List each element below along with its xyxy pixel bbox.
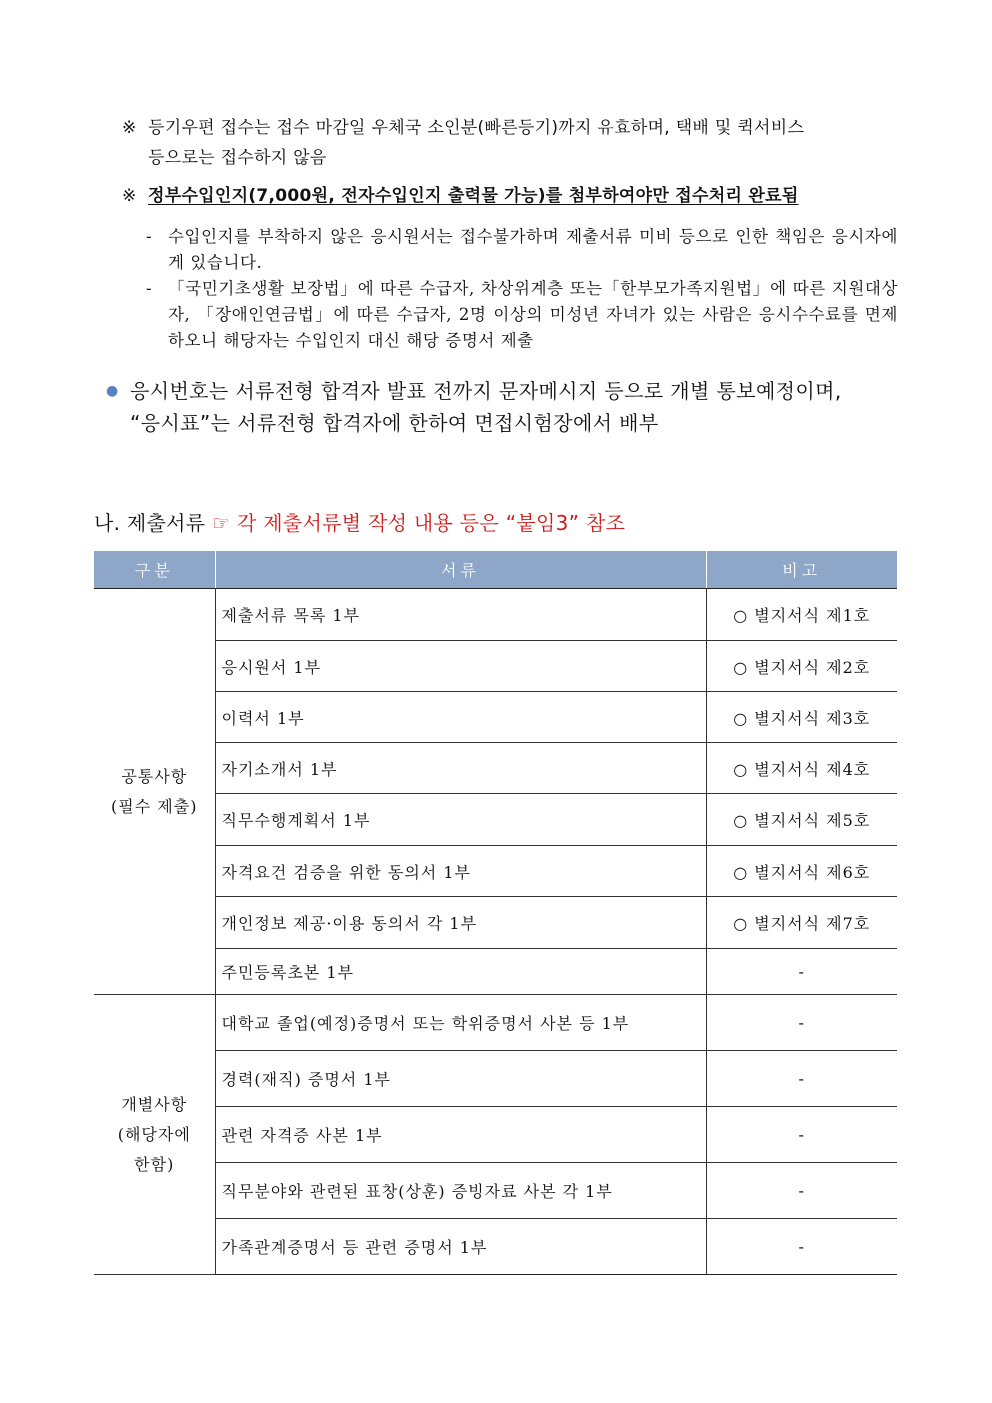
table-row — [94, 846, 897, 897]
remarks-cell: ○ 별지서식 제4호 — [706, 743, 897, 794]
remarks-cell: ○ 별지서식 제1호 — [706, 589, 897, 641]
document-cell: 제출서류 목록 1부 — [215, 589, 706, 641]
table-row — [94, 589, 897, 641]
header-remarks: 비고 — [706, 551, 897, 589]
remarks-cell: ○ 별지서식 제3호 — [706, 692, 897, 743]
remarks-cell: - — [706, 1219, 897, 1275]
table-row — [94, 897, 897, 949]
documents-table — [94, 551, 897, 1275]
revenue-stamp-note — [122, 181, 902, 211]
remarks-cell: - — [706, 949, 897, 995]
remarks-cell: ○ 별지서식 제5호 — [706, 794, 897, 846]
document-cell: 가족관계증명서 등 관련 증명서 1부 — [215, 1219, 706, 1275]
table-row — [94, 1107, 897, 1163]
exam-number-line1: 응시번호는 서류전형 합격자 발표 전까지 문자메시지 등으로 개별 통보예정이며, — [130, 379, 842, 403]
header-document: 서류 — [215, 551, 706, 589]
dash-item-text: 「국민기초생활 보장법」에 따른 수급자, 차상위계층 또는「한부모가족지원법」에 따른 지원대상자, 「장애인연금법」에 따른 수급자, 2명 이상의 미성년 자녀가 있는 사람은 응시수수료를 면제하오니 해당자는 수입인지 대신 해당 증명서 제출 — [168, 279, 898, 350]
revenue-stamp-text: 정부수입인지(7,000원, 전자수입인지 출력물 가능)를 첨부하여야만 접수처리 완료됨 — [148, 186, 799, 206]
group-label-line: 개별사항 — [121, 1094, 188, 1114]
group-label-line: 한함) — [134, 1154, 175, 1174]
document-cell: 개인정보 제공·이용 동의서 각 1부 — [215, 897, 706, 949]
section-heading — [94, 507, 625, 536]
document-cell: 자격요건 검증을 위한 동의서 1부 — [215, 846, 706, 897]
reference-mark: ※ — [122, 118, 137, 138]
remarks-cell: - — [706, 995, 897, 1051]
document-cell: 대학교 졸업(예정)증명서 또는 학위증명서 사본 등 1부 — [215, 995, 706, 1051]
remarks-cell: - — [706, 1163, 897, 1219]
reference-mark: ※ — [122, 186, 137, 206]
group-individual-label — [94, 995, 215, 1275]
remarks-cell: ○ 별지서식 제7호 — [706, 897, 897, 949]
dash-item-stamp-required — [146, 224, 898, 276]
remarks-cell: ○ 별지서식 제2호 — [706, 641, 897, 692]
table-row — [94, 949, 897, 995]
document-cell: 경력(재직) 증명서 1부 — [215, 1051, 706, 1107]
dash-mark: - — [146, 227, 153, 246]
dash-item-text: 수입인지를 부착하지 않은 응시원서는 접수불가하며 제출서류 미비 등으로 인한 책임은 응시자에게 있습니다. — [168, 227, 898, 272]
group-label-line: (해당자에 — [117, 1124, 191, 1144]
bullet-icon: ● — [106, 383, 119, 399]
table-row — [94, 1219, 897, 1275]
dash-mark: - — [146, 279, 153, 298]
table-row — [94, 1163, 897, 1219]
remarks-cell: - — [706, 1107, 897, 1163]
section-title: 나. 제출서류 — [94, 511, 206, 535]
dash-item-fee-exemption — [146, 276, 898, 354]
table-row — [94, 743, 897, 794]
table-header-row — [94, 551, 897, 589]
document-cell: 이력서 1부 — [215, 692, 706, 743]
group-label-line: 공통사항 — [121, 766, 188, 786]
table-row — [94, 794, 897, 846]
document-cell: 주민등록초본 1부 — [215, 949, 706, 995]
remarks-cell: ○ 별지서식 제6호 — [706, 846, 897, 897]
table-row — [94, 692, 897, 743]
document-cell: 직무분야와 관련된 표창(상훈) 증빙자료 사본 각 1부 — [215, 1163, 706, 1219]
table-row — [94, 1051, 897, 1107]
header-category: 구분 — [94, 551, 215, 589]
group-label-line: (필수 제출) — [111, 796, 198, 816]
section-reference: ☞ 각 제출서류별 작성 내용 등은 “붙임3” 참조 — [212, 511, 626, 535]
group-common-label — [94, 589, 215, 995]
registered-mail-note — [122, 113, 902, 173]
table-row — [94, 641, 897, 692]
document-cell: 자기소개서 1부 — [215, 743, 706, 794]
exam-number-line2: “응시표”는 서류전형 합격자에 한하여 면접시험장에서 배부 — [130, 411, 659, 435]
registered-mail-line2: 등으로는 접수하지 않음 — [148, 148, 327, 168]
remarks-cell: - — [706, 1051, 897, 1107]
document-cell: 관련 자격증 사본 1부 — [215, 1107, 706, 1163]
exam-number-notice — [106, 375, 902, 439]
document-cell: 응시원서 1부 — [215, 641, 706, 692]
table-row — [94, 995, 897, 1051]
document-cell: 직무수행계획서 1부 — [215, 794, 706, 846]
registered-mail-line1: 등기우편 접수는 접수 마감일 우체국 소인분(빠른등기)까지 유효하며, 택배 및 퀵서비스 — [148, 118, 805, 138]
